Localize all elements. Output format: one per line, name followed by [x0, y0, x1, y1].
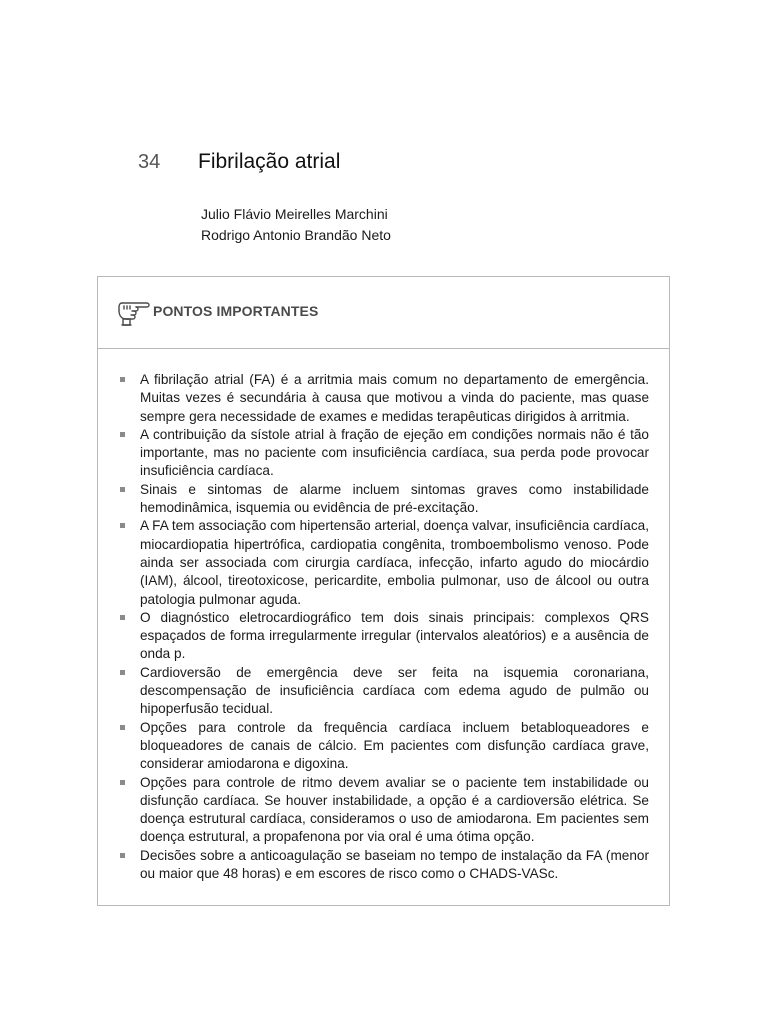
list-item: [140, 426, 649, 481]
square-bullet-icon: [120, 780, 125, 785]
square-bullet-icon: [120, 670, 125, 675]
list-item-text: A fibrilação atrial (FA) é a arritmia mais comum no departamento de emergência. Muitas vezes é secundária à causa que motivou a vinda do paciente, mas quase sempre gera necessidade de exames e medidas terapêuticas dirigidos à arritmia.: [140, 372, 649, 424]
list-item-text: Decisões sobre a anticoagulação se baseiam no tempo de instalação da FA (menor ou maior que 48 horas) e em escores de risco como o CHADS-VASc.: [140, 847, 649, 882]
list-item: [140, 774, 649, 847]
list-item: [140, 609, 649, 664]
chapter-number: 34: [138, 151, 161, 173]
square-bullet-icon: [120, 487, 125, 492]
author-list: [201, 204, 391, 246]
list-item-text: Cardioversão de emergência deve ser feita na isquemia coronariana, descompensação de insuficiência cardíaca com edema agudo de pulmão ou hipoperfusão tecidual.: [140, 664, 649, 717]
list-item-text: Opções para controle da frequência cardíaca incluem betabloqueadores e bloqueadores de canais de cálcio. Em pacientes com disfunção cardíaca grave, considerar amiodarona e digoxina.: [140, 719, 649, 772]
square-bullet-icon: [120, 615, 125, 620]
author-name: Julio Flávio Meirelles Marchini: [201, 206, 388, 222]
list-item: [140, 719, 649, 774]
square-bullet-icon: [120, 725, 125, 730]
square-bullet-icon: [120, 377, 125, 382]
list-item: [140, 517, 649, 608]
chapter-title: Fibrilação atrial: [198, 150, 341, 173]
list-item: [140, 371, 649, 426]
list-item-text: O diagnóstico eletrocardiográfico tem dois sinais principais: complexos QRS espaçados de forma irregularmente irregular (intervalos aleatórios) e a ausência de onda p.: [140, 609, 649, 662]
list-item-text: A FA tem associação com hipertensão arterial, doença valvar, insuficiência cardíaca, miocardiopatia hipertrófica, cardiopatia congênita, tromboembolismo venoso. Pode ainda ser associada com cirurgia cardíaca, infecção, infarto agudo do miocárdio (IAM), álcool, tireotoxicose, pericardite, embolia pulmonar, uso de álcool ou outra patologia pulmonar aguda.: [140, 518, 649, 607]
list-item-text: Sinais e sintomas de alarme incluem sintomas graves como instabilidade hemodinâmica, isquemia ou evidência de pré-excitação.: [140, 481, 649, 516]
list-item: [140, 664, 649, 719]
author-name: Rodrigo Antonio Brandão Neto: [201, 227, 391, 243]
list-item-text: Opções para controle de ritmo devem avaliar se o paciente tem instabilidade ou disfunção cardíaca. Se houver instabilidade, a opção é a cardioversão elétrica. Se doença estrutural cardíaca, consideramos o uso de amiodarona. Em pacientes sem doença estrutural, a propafenona por via oral é uma ótima opção.: [140, 774, 649, 845]
hand-pointing-icon: [116, 297, 150, 327]
key-points-box: [97, 276, 670, 906]
square-bullet-icon: [120, 523, 125, 528]
list-item: [140, 481, 649, 518]
list-item: [140, 847, 649, 884]
key-points-header: [98, 277, 669, 349]
list-item-text: A contribuição da sístole atrial à fração de ejeção em condições normais não é tão importante, mas no paciente com insuficiência cardíaca, sua perda pode provocar insuficiência cardíaca.: [140, 426, 649, 479]
square-bullet-icon: [120, 853, 125, 858]
key-points-title: PONTOS IMPORTANTES: [153, 303, 319, 319]
square-bullet-icon: [120, 432, 125, 437]
key-points-list: [98, 349, 669, 883]
